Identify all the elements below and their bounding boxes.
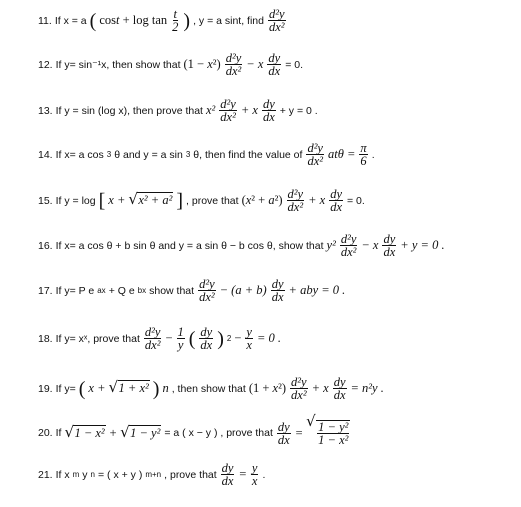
problem-number: 21. bbox=[38, 468, 53, 481]
problem-text: = a ( x − y ) , prove that bbox=[164, 427, 273, 439]
problem-text: If y= bbox=[55, 382, 76, 395]
math-expr: cost + log tan bbox=[99, 13, 168, 27]
problem-21: 21. If x m y n = ( x + y ) m+n , prove that $\frac{dy}{dx}$ = $\frac{y}{x}$ . bbox=[38, 461, 266, 488]
derivative-fraction: $\frac{\text{d²y}}{\text{dx²}}$ bbox=[268, 7, 285, 34]
problem-text: θ, then find the value of bbox=[193, 148, 303, 161]
problem-text: , prove that bbox=[186, 194, 239, 207]
problem-text: + y = 0 . bbox=[279, 104, 318, 117]
problem-15: 15. If y = log [ x + √ x² + a² ] , prove that (x² + a²) $\frac{\text{d²y}}{\text{dx²}}$ + x $\frac{dy}{dx}$ = 0. bbox=[38, 187, 365, 214]
problem-text: If x = a bbox=[54, 14, 87, 27]
problem-text: If y= xˣ, prove that bbox=[55, 332, 140, 345]
problem-text: , y = a sint, find bbox=[193, 14, 264, 27]
problem-text: + Q e bbox=[108, 284, 135, 297]
problem-20: 20. If √ 1 − x² + √ 1 − y² = a ( x − y ) , prove that $\frac{dy}{dx}$ = √ $\frac{\text{1 − y²}}{\text{1 − x²}}$ bbox=[38, 412, 349, 447]
problem-number: 18. bbox=[38, 332, 53, 345]
problem-number: 19. bbox=[38, 382, 53, 395]
problem-text: y bbox=[82, 468, 88, 481]
problem-text: If x= a cos bbox=[55, 148, 104, 161]
problem-number: 16. bbox=[38, 239, 53, 252]
problem-number: 11. bbox=[38, 14, 52, 27]
problem-text: If x= a cos θ + b sin θ and y = a sin θ − b cos θ, show that bbox=[55, 239, 324, 252]
problem-text: If y= sin⁻¹x, then show that bbox=[55, 58, 181, 71]
problem-number: 12. bbox=[38, 58, 53, 71]
problem-14: 14. If x= a cos 3 θ and y = a sin 3 θ, then find the value of $\frac{\text{d²y}}{\text{dx²}}$ atθ = $\frac{\pi}{6}$ . bbox=[38, 141, 375, 168]
problem-19: 19. If y= ( x + √ 1 + x² ) n , then show that (1 + x²) $\frac{\text{d²y}}{\text{dx²}}$ + x $\frac{dy}{dx}$ = n²y . bbox=[38, 375, 384, 402]
problem-17: 17. If y= P e ax + Q e bx show that $\frac{\text{d²y}}{\text{dx²}}$ − (a + b) $\frac{dy}{dx}$ + aby = 0 . bbox=[38, 277, 346, 304]
problem-number: 17. bbox=[38, 284, 53, 297]
problem-text: show that bbox=[149, 284, 195, 297]
problem-13: 13. If y = sin (log x), then prove that x² $\frac{\text{d²y}}{\text{dx²}}$ + x $\frac{dy}{dx}$ + y = 0 . bbox=[38, 97, 318, 124]
problem-number: 15. bbox=[38, 194, 53, 207]
problem-text: If y= P e bbox=[55, 284, 95, 297]
problem-11: 11. If x = a ( cost + log tan $\frac{t}{2}$ ) , y = a sint, find $\frac{\text{d²y}}{\text{dx²}}$ bbox=[38, 7, 285, 34]
problem-16: 16. If x= a cos θ + b sin θ and y = a sin θ − b cos θ, show that y² $\frac{\text{d²y}}{\text{dx²}}$ − x $\frac{dy}{dx}$ + y = 0 . bbox=[38, 232, 445, 259]
problem-text: = 0. bbox=[285, 58, 303, 71]
problem-text: If y = sin (log x), then prove that bbox=[55, 104, 203, 117]
problem-text: θ and y = a sin bbox=[114, 148, 183, 161]
problem-number: 20. bbox=[38, 427, 53, 439]
problem-text: , prove that bbox=[164, 468, 217, 481]
problem-text: , then show that bbox=[171, 382, 246, 395]
problem-number: 14. bbox=[38, 148, 53, 161]
problem-18: 18. If y= xˣ, prove that $\frac{\text{d²y}}{\text{dx²}}$ − $\frac{1}{y}$ ( $\frac{dy}{dx}$ ) 2 − $\frac{y}{x}$ = 0 . bbox=[38, 325, 282, 352]
problem-text: = ( x + y ) bbox=[98, 468, 143, 481]
problem-text: If y = log bbox=[55, 194, 96, 207]
problem-text: = 0. bbox=[347, 194, 365, 207]
problem-12: 12. If y= sin⁻¹x, then show that (1 − x²) $\frac{\text{d²y}}{\text{dx²}}$ − x $\frac{dy}{dx}$ = 0. bbox=[38, 51, 303, 78]
problem-text: If bbox=[55, 427, 62, 439]
problem-text: If x bbox=[55, 468, 70, 481]
problem-number: 13. bbox=[38, 104, 53, 117]
